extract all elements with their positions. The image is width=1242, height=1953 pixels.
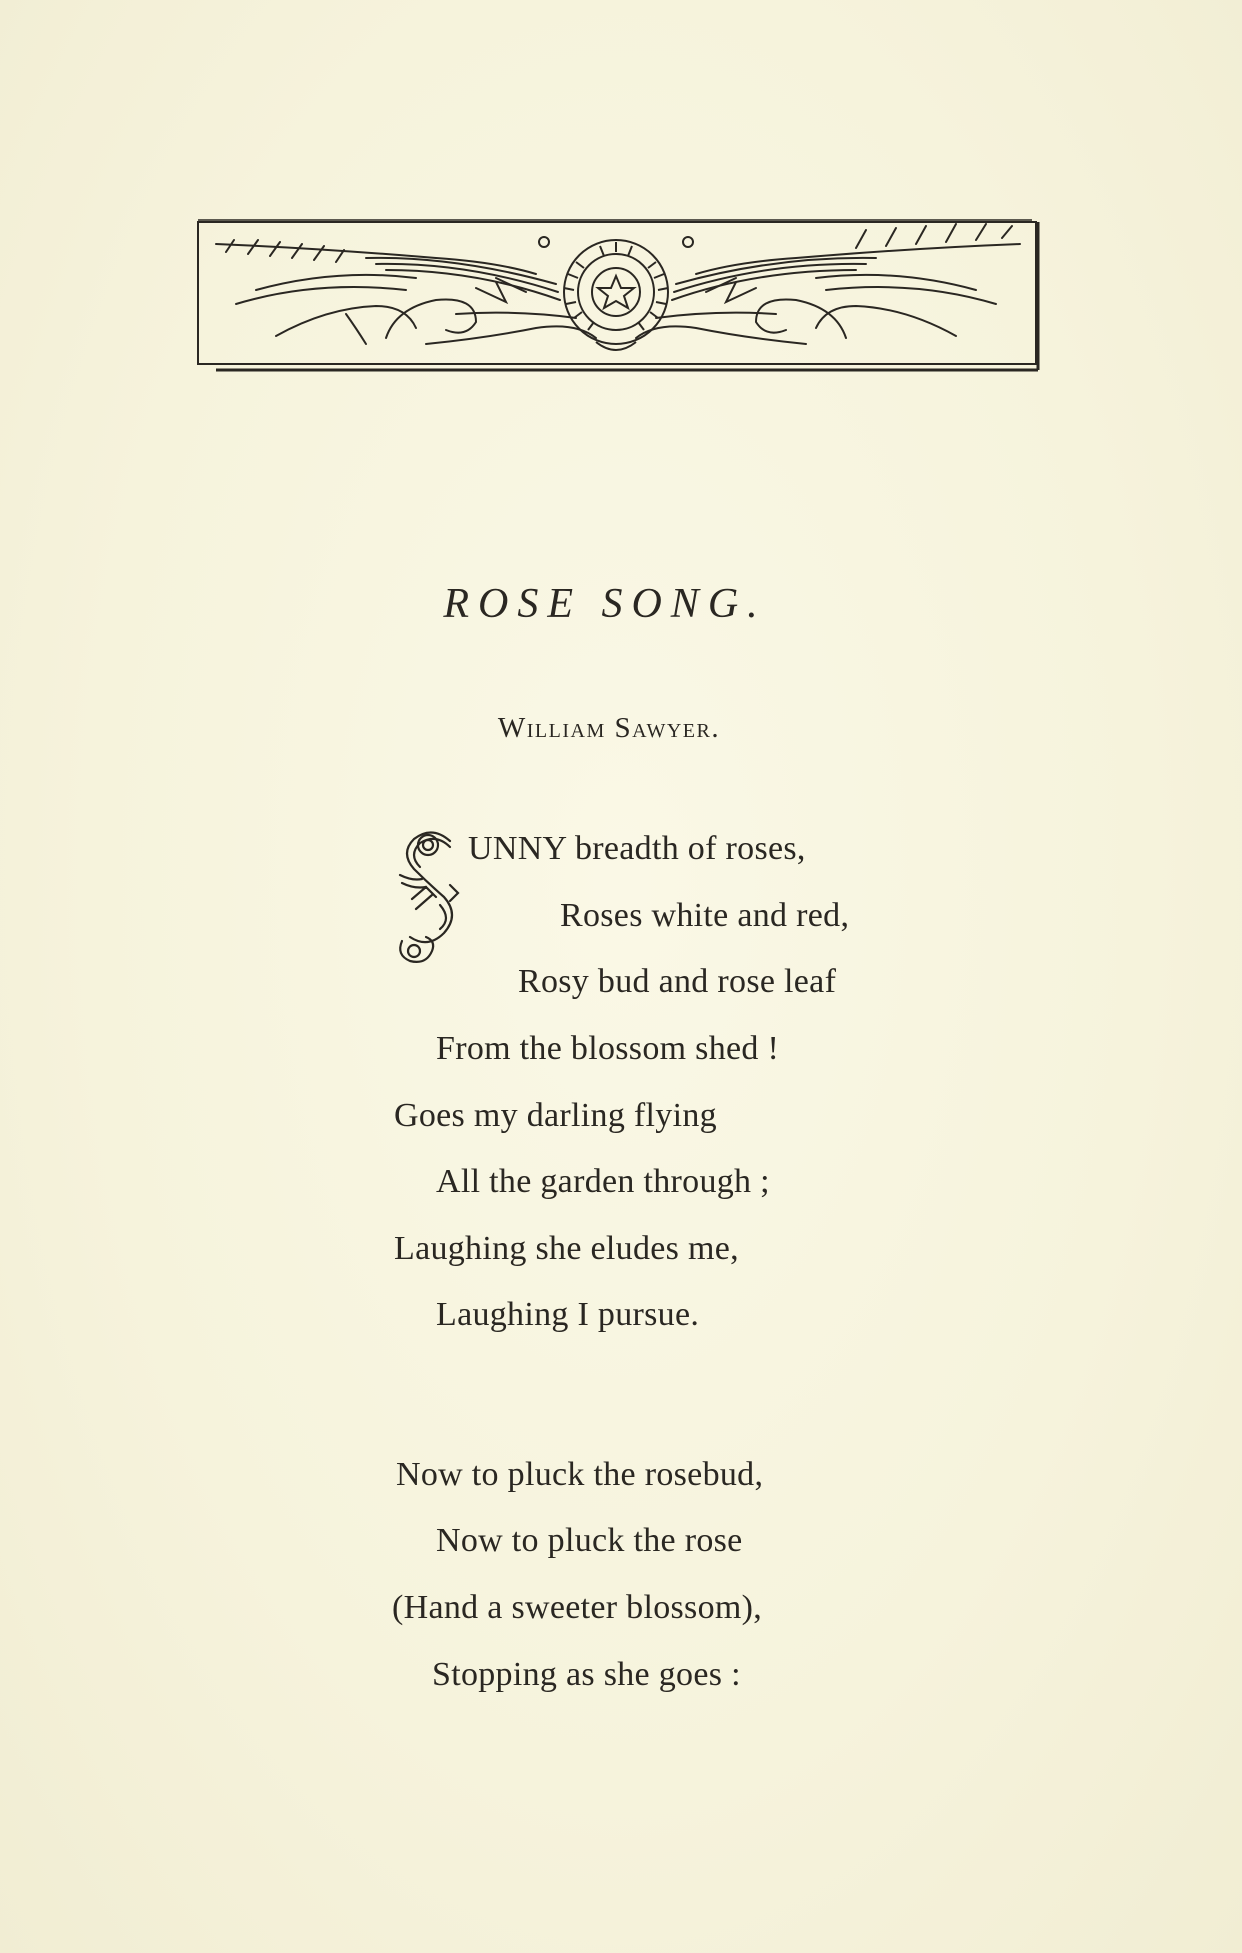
drop-cap-ornament	[392, 825, 470, 981]
poem-author-text: William Sawyer.	[497, 712, 721, 744]
poem-line: (Hand a sweeter blossom),	[392, 1589, 763, 1626]
poem-line: Laughing I pursue.	[436, 1296, 700, 1333]
poem-line: Goes my darling flying	[394, 1097, 717, 1134]
poem-line: Now to pluck the rose	[436, 1522, 743, 1559]
poem-title-text: ROSE SONG.	[443, 581, 767, 627]
poem-line: Rosy bud and rose leaf	[518, 963, 837, 1000]
poem-line: Roses white and red,	[560, 897, 850, 934]
poem-line: UNNY breadth of roses,	[468, 830, 806, 867]
poem-title	[0, 580, 1242, 628]
poem-line: From the blossom shed !	[436, 1030, 780, 1067]
poem-line: Now to pluck the rosebud,	[396, 1456, 764, 1493]
poem-line: Laughing she eludes me,	[394, 1230, 739, 1267]
poem-author	[0, 712, 1242, 745]
headpiece-ornament	[196, 218, 1040, 374]
poem-line: All the garden through ;	[436, 1163, 770, 1200]
poem-line: Stopping as she goes :	[432, 1656, 741, 1693]
